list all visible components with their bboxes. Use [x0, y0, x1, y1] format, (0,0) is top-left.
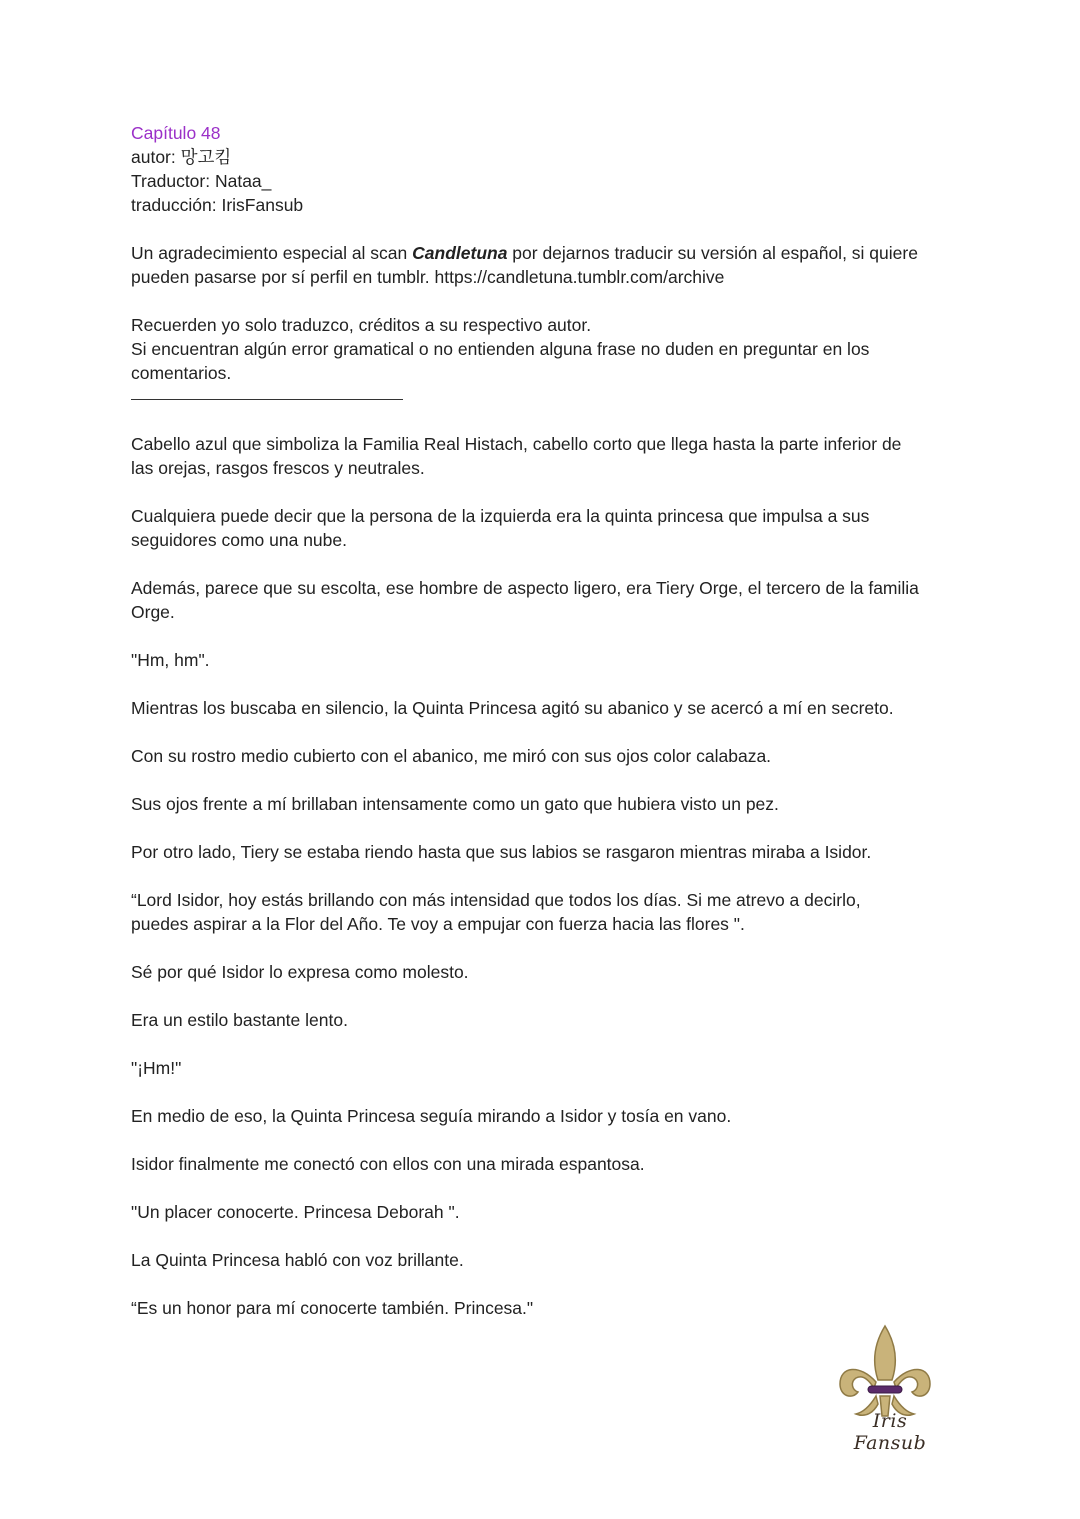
chapter-header — [131, 121, 956, 217]
paragraph-line: Además, parece que su escolta, ese hombre de aspecto ligero, era Tiery Orge, el tercero de la familia — [131, 578, 919, 598]
story-paragraph — [131, 1248, 956, 1272]
paragraph-line: La Quinta Princesa habló con voz brillante. — [131, 1250, 464, 1270]
document-page — [131, 121, 956, 1344]
paragraph-line: Cualquiera puede decir que la persona de la izquierda era la quinta princesa que impulsa a sus — [131, 506, 870, 526]
story-paragraph — [131, 696, 956, 720]
paragraph-line: "Un placer conocerte. Princesa Deborah ". — [131, 1202, 460, 1222]
separator-line — [131, 385, 403, 400]
story-paragraph — [131, 1152, 956, 1176]
paragraph-line: seguidores como una nube. — [131, 530, 347, 550]
paragraph-line: las orejas, rasgos frescos y neutrales. — [131, 458, 425, 478]
logo-band — [868, 1386, 902, 1393]
scan-name: Candletuna — [412, 243, 508, 263]
story-paragraph — [131, 1056, 956, 1080]
acknowledgement-line-1 — [131, 241, 956, 265]
paragraph-line: Mientras los buscaba en silencio, la Quinta Princesa agitó su abanico y se acercó a mí en secreto. — [131, 698, 894, 718]
notes-line-1: Recuerden yo solo traduzco, créditos a su respectivo autor. — [131, 315, 592, 335]
notes-line-3: comentarios. — [131, 363, 232, 383]
story-paragraph — [131, 1008, 956, 1032]
story-paragraph — [131, 1296, 956, 1320]
paragraph-line: "¡Hm!" — [131, 1058, 182, 1078]
notes-line-2: Si encuentran algún error gramatical o no entienden alguna frase no duden en preguntar en los — [131, 339, 870, 359]
logo-text: Iris Fansub — [853, 1410, 927, 1454]
paragraph-line: Por otro lado, Tiery se estaba riendo hasta que sus labios se rasgaron mientras miraba a Isidor. — [131, 842, 872, 862]
story-paragraph — [131, 648, 956, 672]
paragraph-line: Sé por qué Isidor lo expresa como molesto. — [131, 962, 469, 982]
paragraph-line: puedes aspirar a la Flor del Año. Te voy a empujar con fuerza hacia las flores ". — [131, 914, 745, 934]
story-paragraph — [131, 888, 956, 936]
paragraph-line: Isidor finalmente me conectó con ellos con una mirada espantosa. — [131, 1154, 645, 1174]
story-paragraph — [131, 744, 956, 768]
translation-line: traducción: IrisFansub — [131, 195, 304, 215]
acknowledgement-before: Un agradecimiento especial al scan — [131, 243, 413, 263]
paragraph-line: Orge. — [131, 602, 175, 622]
story-paragraph — [131, 840, 956, 864]
chapter-title: Capítulo 48 — [131, 123, 221, 143]
story-body — [131, 432, 956, 1320]
paragraph-line: Era un estilo bastante lento. — [131, 1010, 348, 1030]
story-paragraph — [131, 1104, 956, 1128]
translator-notes — [131, 313, 956, 385]
author-line: autor: 망고킴 — [131, 147, 232, 167]
paragraph-line: "Hm, hm". — [131, 650, 210, 670]
translator-line: Traductor: Nataa_ — [131, 171, 272, 191]
paragraph-line: Con su rostro medio cubierto con el abanico, me miró con sus ojos color calabaza. — [131, 746, 772, 766]
story-paragraph — [131, 792, 956, 816]
acknowledgement-line-2: pueden pasarse por sí perfil en tumblr. https://candletuna.tumblr.com/archive — [131, 267, 725, 287]
story-paragraph — [131, 432, 956, 480]
paragraph-line: Sus ojos frente a mí brillaban intensamente como un gato que hubiera visto un pez. — [131, 794, 779, 814]
story-paragraph — [131, 1200, 956, 1224]
paragraph-line: “Lord Isidor, hoy estás brillando con más intensidad que todos los días. Si me atrevo a decirlo, — [131, 890, 861, 910]
paragraph-line: Cabello azul que simboliza la Familia Real Histach, cabello corto que llega hasta la parte inferior de — [131, 434, 902, 454]
paragraph-line: En medio de eso, la Quinta Princesa seguía mirando a Isidor y tosía en vano. — [131, 1106, 732, 1126]
story-paragraph — [131, 960, 956, 984]
acknowledgement-after: por dejarnos traducir su versión al español, si quiere — [507, 243, 918, 263]
acknowledgement — [131, 241, 956, 289]
story-paragraph — [131, 504, 956, 552]
paragraph-line: “Es un honor para mí conocerte también. Princesa." — [131, 1298, 534, 1318]
story-paragraph — [131, 576, 956, 624]
